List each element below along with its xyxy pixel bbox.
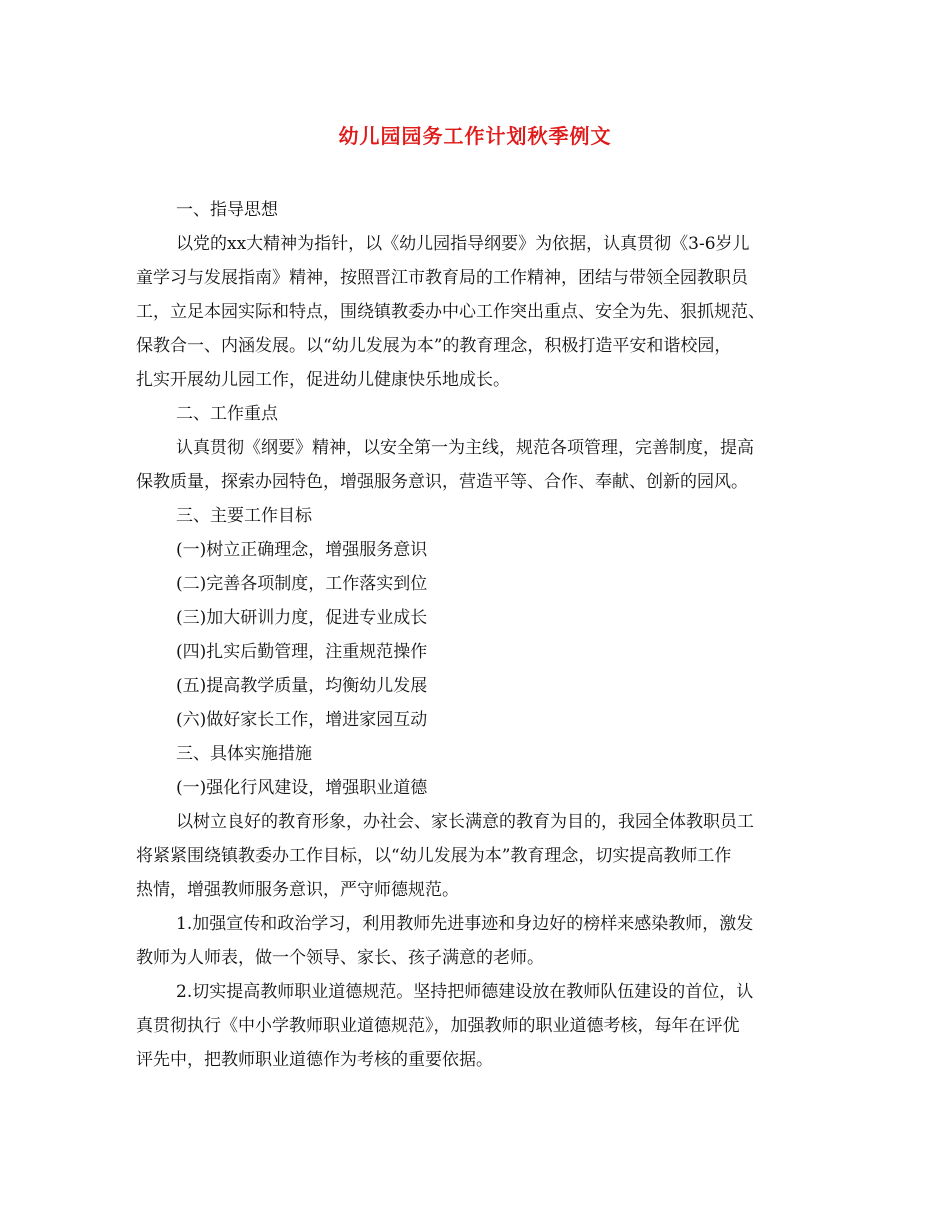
text-line: 以树立良好的教育形象，办社会、家长满意的教育为目的，我园全体教职员工 (176, 812, 754, 832)
text-line: (六)做好家长工作，增进家园互动 (176, 710, 428, 730)
text-line: 一、指导思想 (176, 200, 278, 220)
text-line: 2.切实提高教师职业道德规范。坚持把师德建设放在教师队伍建设的首位，认 (176, 982, 754, 1002)
text-line: 童学习与发展指南》精神，按照晋江市教育局的工作精神，团结与带领全园教职员 (136, 268, 748, 288)
text-line: 将紧紧围绕镇教委办工作目标，以“幼儿发展为本”教育理念，切实提高教师工作 (136, 846, 732, 866)
text-line: 三、具体实施措施 (176, 744, 312, 764)
document-title: 幼儿园园务工作计划秋季例文 (338, 124, 612, 148)
text-line: (一)树立正确理念，增强服务意识 (176, 540, 428, 560)
text-line: (四)扎实后勤管理，注重规范操作 (176, 642, 428, 662)
text-line: 保教质量，探索办园特色，增强服务意识，营造平等、合作、奉献、创新的园风。 (136, 472, 748, 492)
text-line: 以党的xx大精神为指针，以《幼儿园指导纲要》为依据，认真贯彻《3-6岁儿 (176, 234, 750, 254)
text-line: 二、工作重点 (176, 404, 278, 424)
text-line: 保教合一、内涵发展。以“幼儿发展为本”的教育理念，积极打造平安和谐校园， (136, 336, 732, 356)
document-body (136, 193, 816, 1077)
text-line: 热情，增强教师服务意识，严守师德规范。 (136, 880, 459, 900)
text-line: 1.加强宣传和政治学习，利用教师先进事迹和身边好的榜样来感染教师，激发 (176, 914, 754, 934)
text-line: (二)完善各项制度，工作落实到位 (176, 574, 428, 594)
text-line: 评先中，把教师职业道德作为考核的重要依据。 (136, 1050, 493, 1070)
text-line: 教师为人师表，做一个领导、家长、孩子满意的老师。 (136, 948, 544, 968)
text-line: (三)加大研训力度，促进专业成长 (176, 608, 428, 628)
text-line: (一)强化行风建设，增强职业道德 (176, 778, 428, 798)
text-line: 真贯彻执行《中小学教师职业道德规范》，加强教师的职业道德考核，每年在评优 (136, 1016, 740, 1036)
text-line: 三、主要工作目标 (176, 506, 312, 526)
text-line: 认真贯彻《纲要》精神，以安全第一为主线，规范各项管理，完善制度，提高 (176, 438, 754, 458)
text-line: 扎实开展幼儿园工作，促进幼儿健康快乐地成长。 (136, 370, 510, 390)
text-line: 工，立足本园实际和特点，围绕镇教委办中心工作突出重点、安全为先、狠抓规范、 (136, 302, 765, 322)
text-line: (五)提高教学质量，均衡幼儿发展 (176, 676, 428, 696)
